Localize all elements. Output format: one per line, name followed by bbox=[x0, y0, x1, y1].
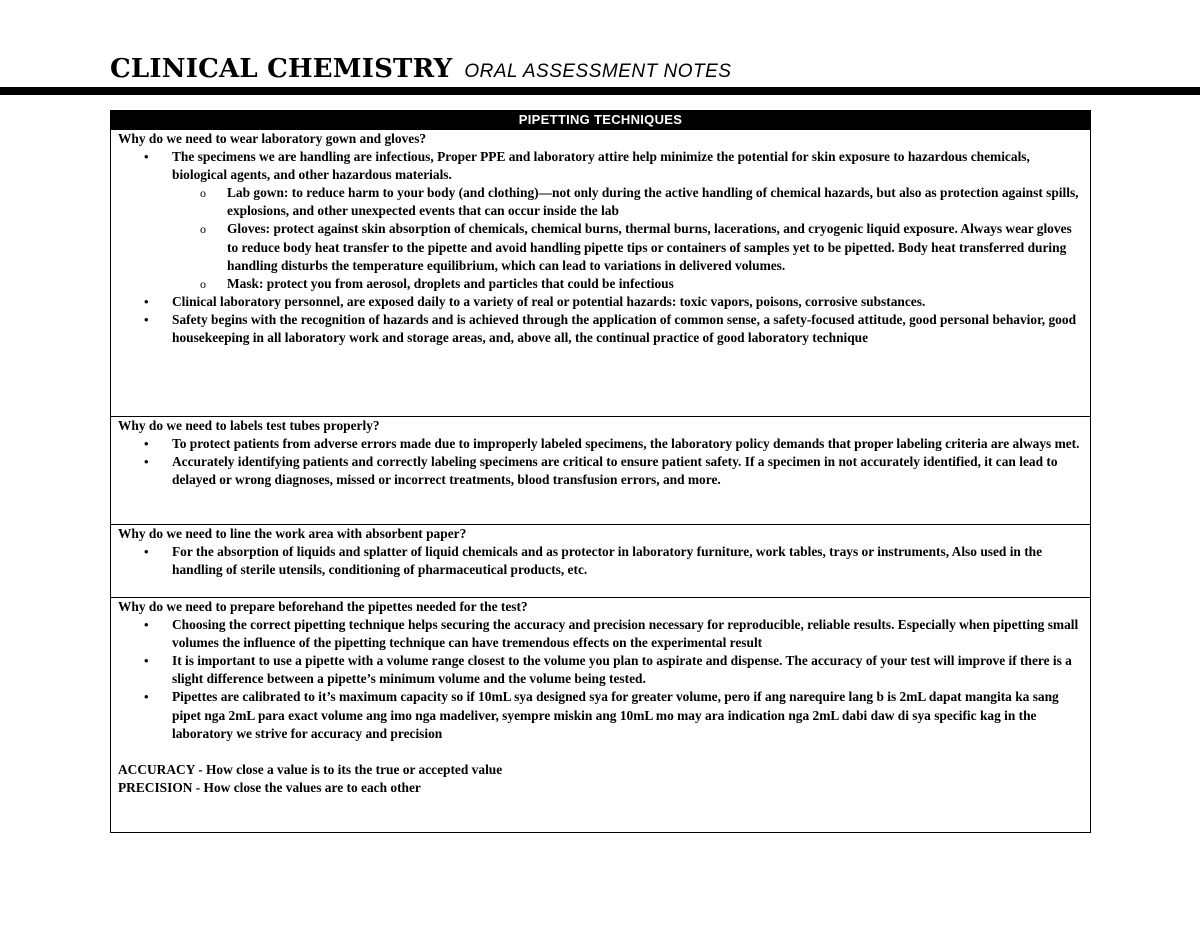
list-item: • Safety begins with the recognition of hazards and is achieved through the application of common sense, a safety-focused attitude, good personal behavior, good housekeeping in all laboratory work and storage areas, and, above all, the continual practice of good laboratory technique bbox=[118, 311, 1082, 347]
table-heading: PIPETTING TECHNIQUES bbox=[111, 111, 1090, 129]
list-item: • Accurately identifying patients and correctly labeling specimens are critical to ensure patient safety. If a specimen in not accurately identified, it can lead to delayed or wrong diagnoses, missed or incorrect treatments, blood transfusion errors, and more. bbox=[118, 453, 1082, 489]
precision-definition: PRECISION - How close the values are to each other bbox=[118, 779, 421, 795]
document-title: CLINICAL CHEMISTRY bbox=[110, 54, 453, 84]
sub-list-item: o Gloves: protect against skin absorption of chemicals, chemical burns, thermal burns, lacerations, and cryogenic liquid exposure. Always wear gloves to reduce body heat transfer to the pipette and avoid handling pipette tips or containers of samples yet to be pipetted. Body heat transferred during handling disturbs the temperature equilibrium, which can lead to variations in delivered volumes. bbox=[172, 220, 1082, 274]
spacer bbox=[118, 743, 1082, 761]
section-question: Why do we need to line the work area with absorbent paper? bbox=[118, 526, 467, 541]
accuracy-definition: ACCURACY - How close a value is to its the true or accepted value bbox=[118, 761, 503, 777]
list-item: • Choosing the correct pipetting technique helps securing the accuracy and precision necessary for reproducible, reliable results. Especially when pipetting small volumes the influence of the pipetting technique can have tremendous effects on the experimental result bbox=[118, 616, 1082, 652]
bullet-list bbox=[118, 148, 1082, 347]
sub-bullet-list bbox=[172, 184, 1082, 293]
list-item: • For the absorption of liquids and splatter of liquid chemicals and as protector in laboratory furniture, work tables, trays or instruments, Also used in the handling of sterile utensils, conditioning of pharmaceutical products, etc. bbox=[118, 543, 1082, 579]
header-rule bbox=[0, 87, 1200, 95]
sub-list-item: o Mask: protect you from aerosol, droplets and particles that could be infectious bbox=[172, 275, 1082, 293]
notes-table bbox=[110, 110, 1091, 833]
list-item: • Clinical laboratory personnel, are exposed daily to a variety of real or potential hazards: toxic vapors, poisons, corrosive substances. bbox=[118, 293, 1082, 311]
sub-list-item: o Lab gown: to reduce harm to your body (and clothing)—not only during the active handling of chemical hazards, but also as protection against spills, explosions, and other unexpected events that can occur inside the lab bbox=[172, 184, 1082, 220]
section-prepare-pipettes bbox=[111, 597, 1090, 832]
section-gown-gloves bbox=[111, 129, 1090, 416]
list-item: • It is important to use a pipette with a volume range closest to the volume you plan to aspirate and dispense. The accuracy of your test will improve if there is a slight difference between a pipette’s minimum volume and the volume being tested. bbox=[118, 652, 1082, 688]
section-question: Why do we need to wear laboratory gown and gloves? bbox=[118, 131, 427, 146]
list-item: • To protect patients from adverse errors made due to improperly labeled specimens, the laboratory policy demands that proper labeling criteria are always met. bbox=[118, 435, 1082, 453]
document-subtitle: ORAL ASSESSMENT NOTES bbox=[464, 61, 732, 82]
bullet-list bbox=[118, 616, 1082, 743]
list-item bbox=[118, 148, 1082, 293]
bullet-list bbox=[118, 543, 1082, 579]
section-question: Why do we need to labels test tubes properly? bbox=[118, 418, 380, 433]
list-item: • Pipettes are calibrated to it’s maximum capacity so if 10mL sya designed sya for greater volume, pero if ang narequire lang b is 2mL dapat mangita ka sang pipet nga 2mL para exact volume ang imo nga madeliver, syempre miskin ang 10mL mo may ara indication nga 2mL dabi daw di sya specific kag in the laboratory we strive for accuracy and precision bbox=[118, 688, 1082, 742]
bullet-text: The specimens we are handling are infectious, Proper PPE and laboratory attire help minimize the potential for skin exposure to hazardous chemicals, biological agents, and other hazardous materials. bbox=[172, 149, 1030, 183]
document-header bbox=[110, 54, 731, 90]
section-absorbent-paper bbox=[111, 524, 1090, 597]
bullet-list bbox=[118, 435, 1082, 489]
section-question: Why do we need to prepare beforehand the pipettes needed for the test? bbox=[118, 599, 528, 614]
section-label-test-tubes bbox=[111, 416, 1090, 524]
